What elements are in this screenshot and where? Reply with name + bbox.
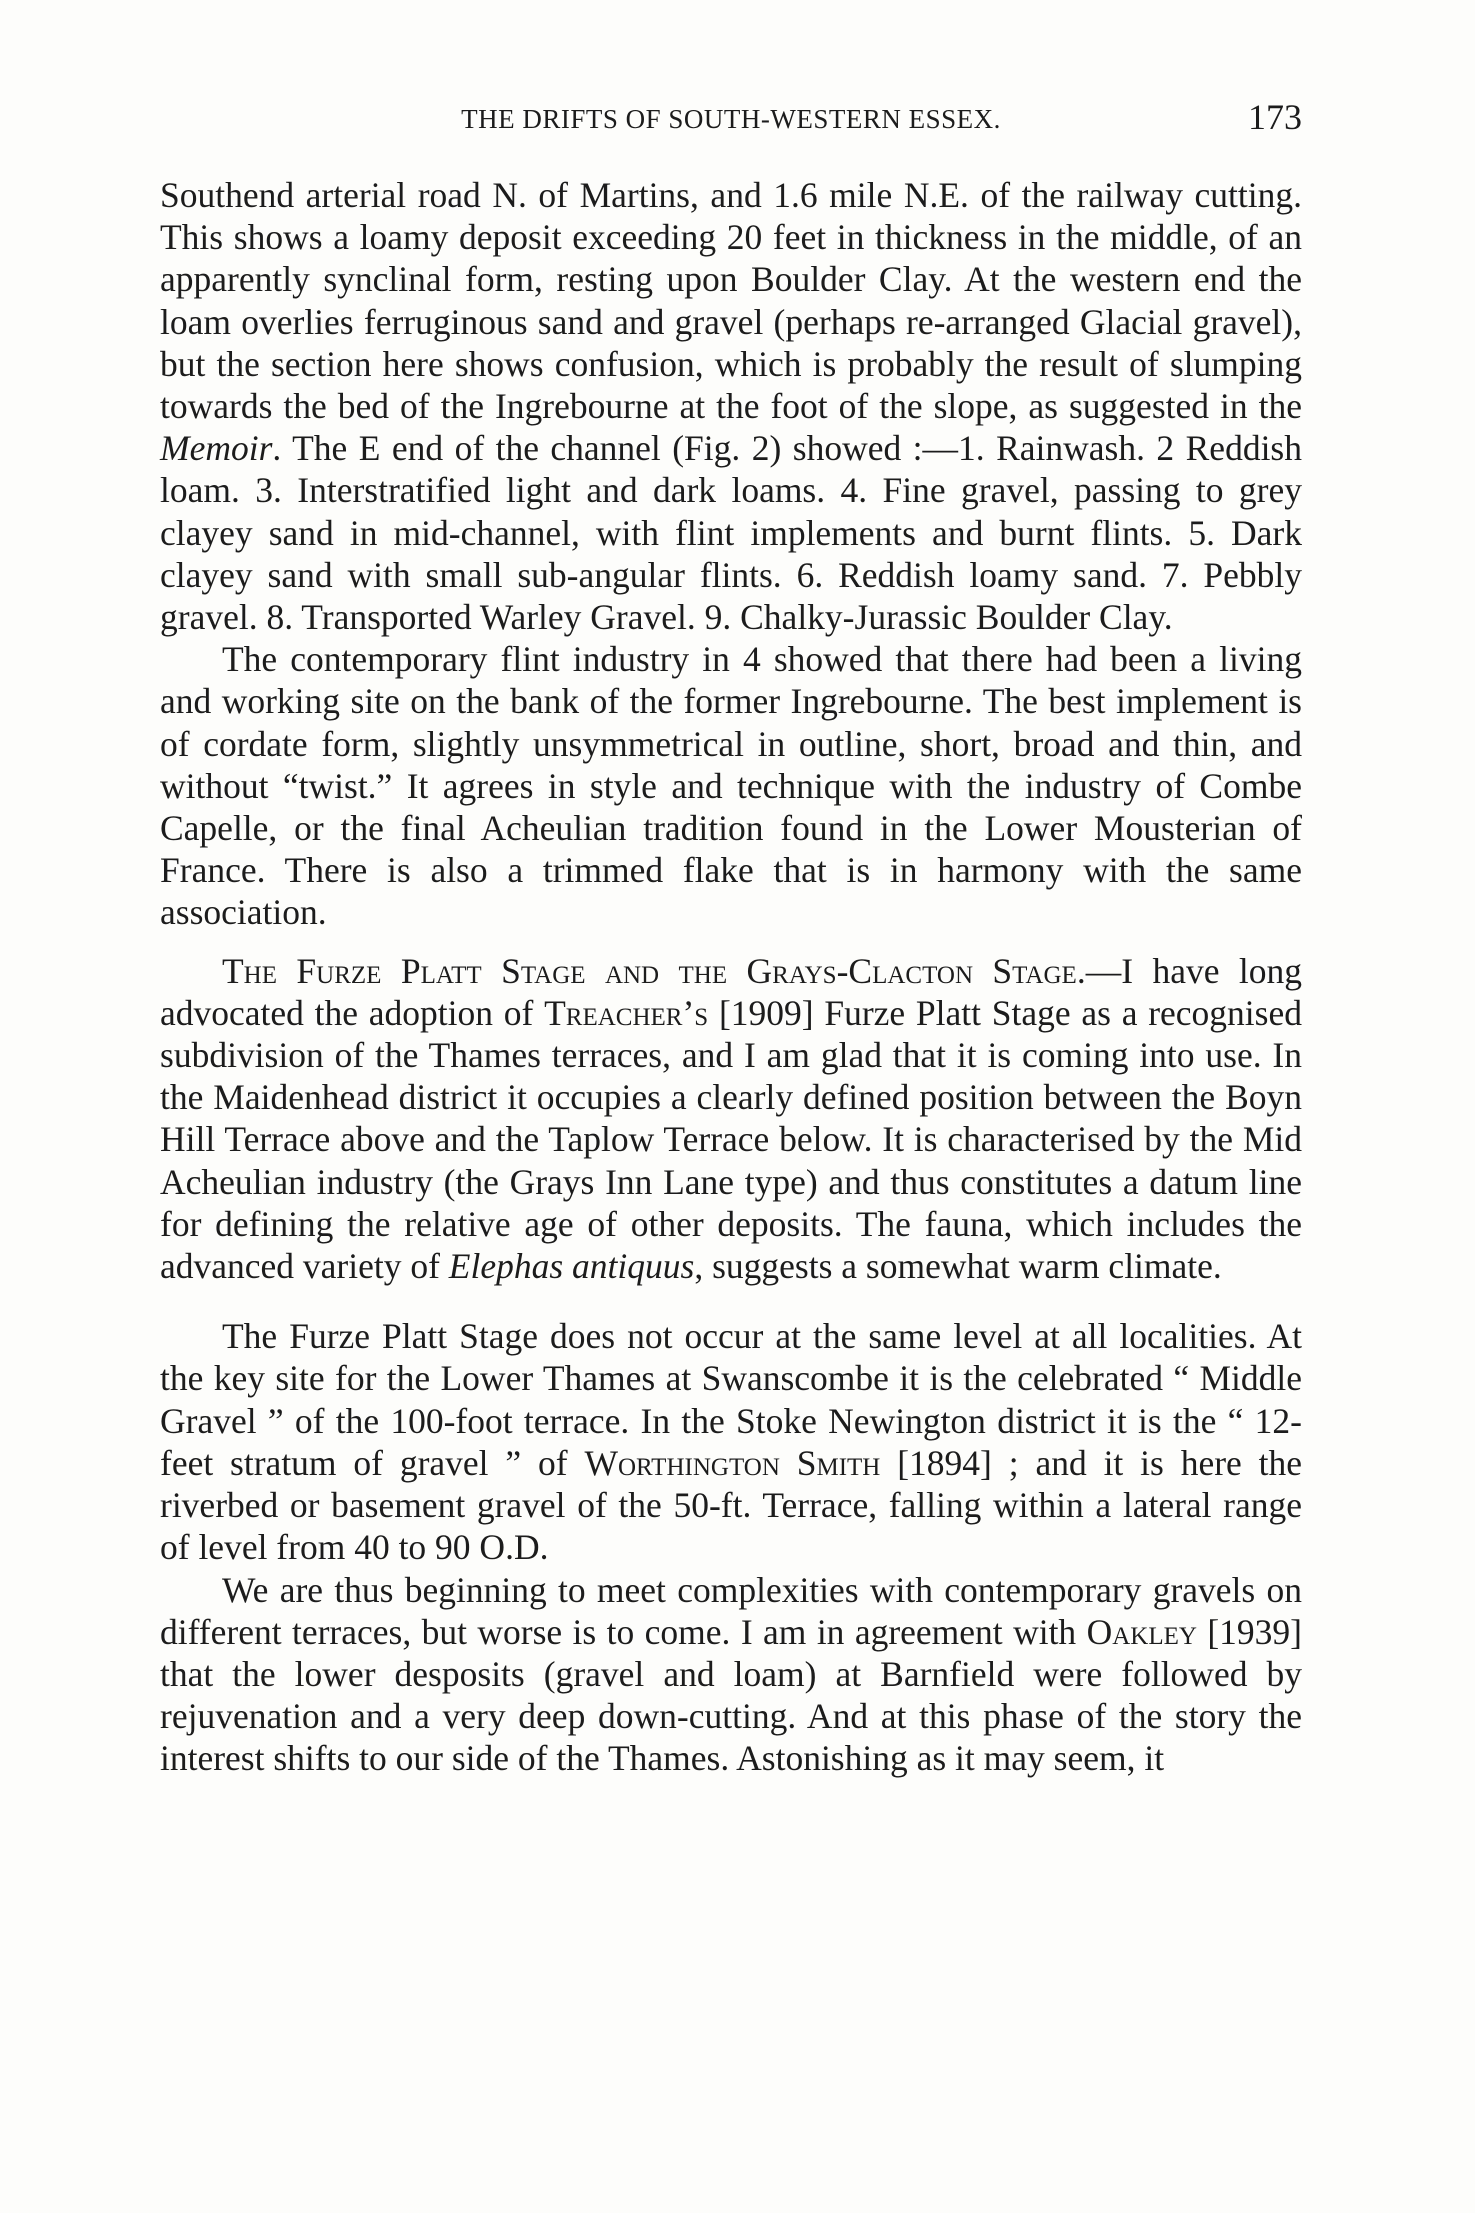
- author-citation: Oakley: [1086, 1611, 1197, 1652]
- paragraph: [160, 638, 1302, 933]
- paragraph: [160, 1315, 1302, 1568]
- text-run: Southend arterial road N. of Martins, and 1.6 mile N.E. of the railway cutting. This shows a loamy deposit exceeding 20 feet in thickness in the middle, of an apparently synclinal form, resting upon Boulder Clay. At the western end the loam overlies ferruginous sand and gravel (perhaps re-arranged Glacial gravel), but the section here shows confusion, which is probably the result of slumping towards the bed of the Ingrebourne at the foot of the slope, as suggested in the: [160, 175, 1302, 427]
- text-run: [1909] Furze Platt Stage as a recognised subdivision of the Thames terraces, and I am glad that it is coming into use. In the Maidenhead district it occupies a clearly defined position between the Boyn Hill Terrace above and the Taplow Terrace below. It is characterised by the Mid Acheulian industry (the Grays Inn Lane type) and thus constitutes a datum line for defining the relative age of other deposits. The fauna, which includes the advanced variety of: [160, 992, 1302, 1287]
- paragraph: [160, 950, 1302, 1288]
- running-title: THE DRIFTS OF SOUTH-WESTERN ESSEX.: [461, 104, 1001, 134]
- page-number: 173: [1248, 97, 1302, 137]
- paragraph: [160, 174, 1302, 638]
- text-run: The Furze Platt Stage does not occur at the same level at all localities. At the key site for the Lower Thames at Swanscombe it is the celebrated “ Middle Gravel ” of the 100-foot terrace. In the Stoke Newington district it is the “ 12-feet stratum of gravel ” of: [160, 1316, 1302, 1483]
- text-run: —I have long advocated the adoption of: [160, 950, 1302, 1033]
- running-head: [160, 96, 1302, 146]
- text-run: . The E end of the channel (Fig. 2) showed :—1. Rainwash. 2 Reddish loam. 3. Interstratified light and dark loams. 4. Fine gravel, passing to grey clayey sand in mid-channel, with flint implements and burnt flints. 5. Dark clayey sand with small sub-angular flints. 6. Reddish loamy sand. 7. Pebbly gravel. 8. Transported Warley Gravel. 9. Chalky-Jurassic Boulder Clay.: [160, 428, 1302, 638]
- author-citation: Treacher’s: [544, 992, 709, 1033]
- body-text: [160, 174, 1302, 1780]
- text-run: , suggests a somewhat warm climate.: [694, 1246, 1222, 1287]
- text-run: [1939] that the lower desposits (gravel and loam) at Barnfield were followed by rejuvenation and a very deep down-cutting. And at this phase of the story the interest shifts to our side of the Thames. Astonishing as it may seem, it: [160, 1611, 1302, 1779]
- text-run: We are thus beginning to meet complexities with contemporary gravels on different terraces, but worse is to come. I am in agreement with: [160, 1569, 1302, 1652]
- italic-term: Elephas antiquus: [448, 1246, 695, 1287]
- page: [160, 96, 1302, 1780]
- text-run: [1894] ; and it is here the riverbed or basement gravel of the 50-ft. Terrace, falling within a lateral range of level from 40 to 90 O.D.: [160, 1442, 1303, 1568]
- section-heading: The Furze Platt Stage and the Grays-Clacton Stage.: [222, 950, 1086, 991]
- author-citation: Worthington Smith: [584, 1442, 881, 1483]
- paragraph: [160, 1569, 1302, 1780]
- italic-term: Memoir: [160, 428, 273, 469]
- text-run: The contemporary flint industry in 4 showed that there had been a living and working site on the bank of the former Ingrebourne. The best implement is of cordate form, slightly unsymmetrical in outline, short, broad and thin, and without “twist.” It agrees in style and technique with the industry of Combe Capelle, or the final Acheulian tradition found in the Lower Mousterian of France. There is also a trimmed flake that is in harmony with the same association.: [160, 639, 1302, 933]
